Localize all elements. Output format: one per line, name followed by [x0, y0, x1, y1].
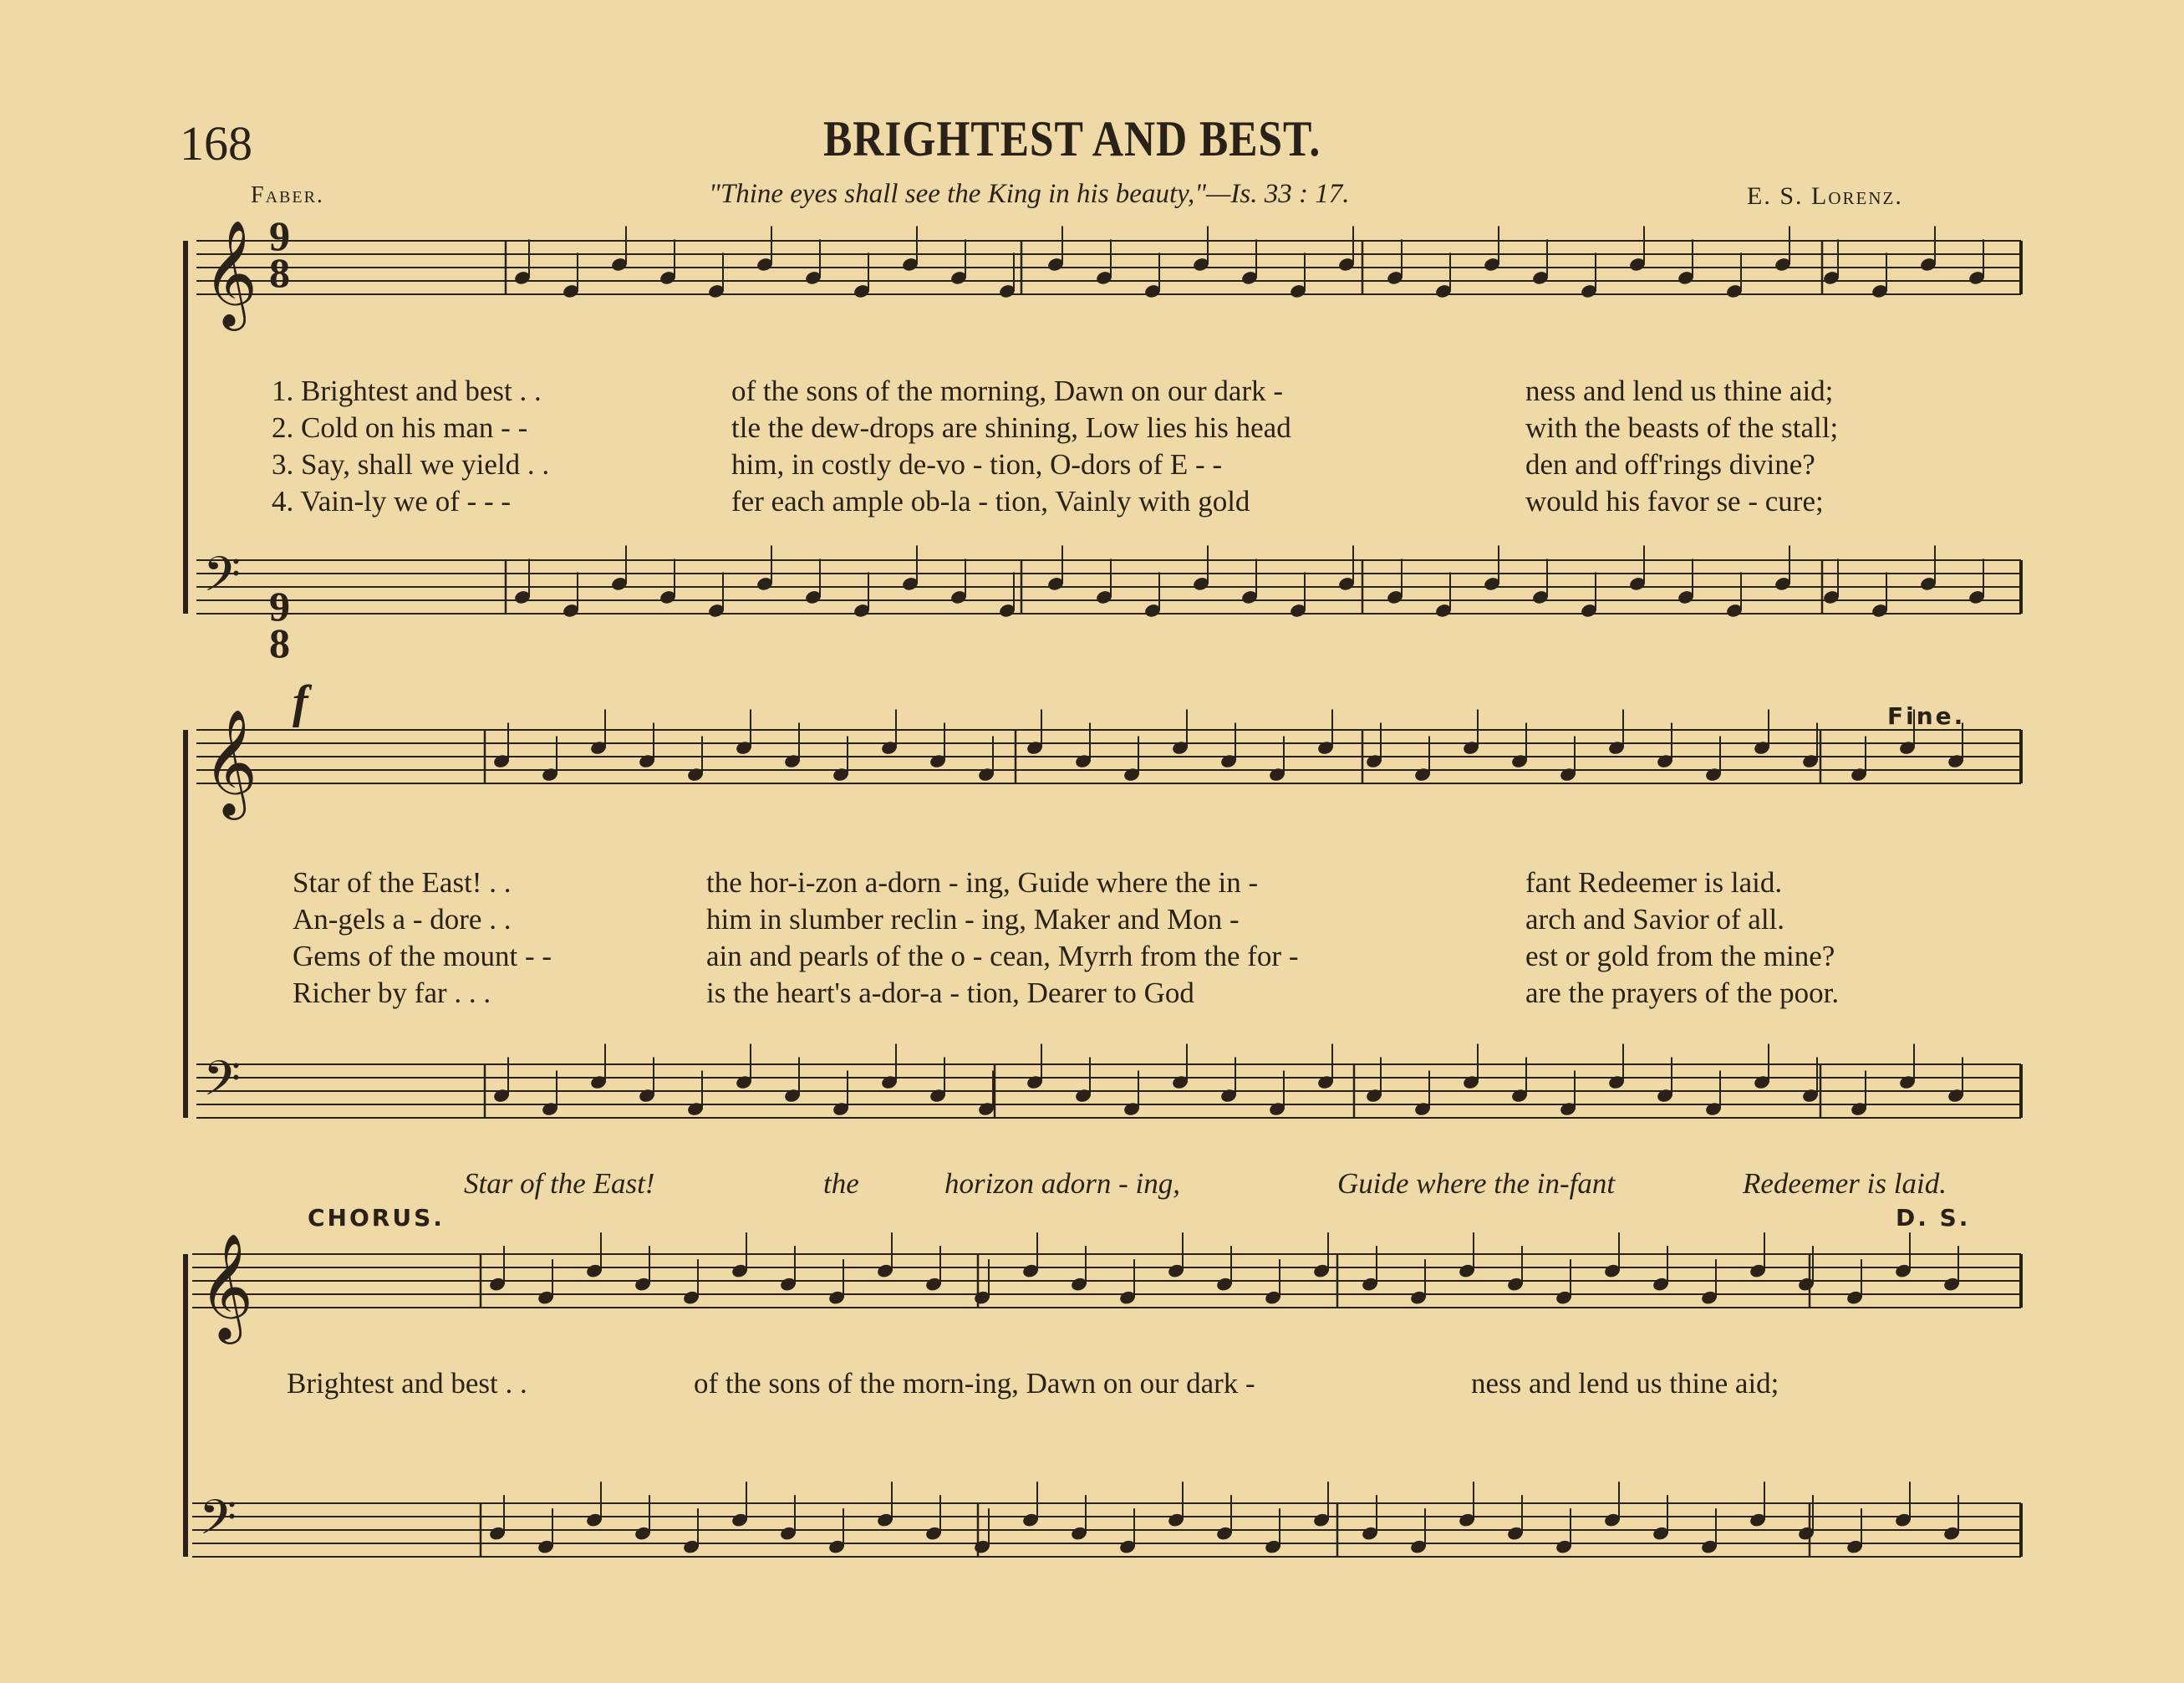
verse-line: would his favor se - cure;: [1525, 485, 1824, 518]
verse-line: is the heart's a-dor-a - tion, Dearer to God: [706, 977, 1194, 1009]
page-number: 168: [180, 116, 252, 171]
bass-lyric: Guide where the in-fant: [1337, 1167, 1616, 1200]
time-signature: [269, 212, 290, 296]
verse-line: 3. Say, shall we yield . .: [272, 448, 550, 481]
chorus-label: CHORUS.: [308, 1204, 445, 1232]
verse-line: 1. Brightest and best . .: [272, 375, 542, 407]
bass-time-sig-top: 9: [269, 583, 290, 630]
chorus-lyric: ness and lend us thine aid;: [1471, 1367, 1779, 1400]
verse-line: 2. Cold on his man - -: [272, 411, 528, 444]
treble-clef-icon: 𝄞: [203, 219, 258, 326]
verse-line: fant Redeemer is laid.: [1525, 866, 1783, 899]
bass-lyric: Star of the East!: [464, 1167, 655, 1200]
time-sig-top: 9: [269, 212, 290, 259]
verse-line: fer each ample ob-la - tion, Vainly with gold: [731, 485, 1250, 518]
bass-clef-icon: 𝄢: [203, 1050, 242, 1119]
verse-line: arch and Savior of all.: [1525, 903, 1785, 936]
verse-line: him, in costly de-vo - tion, O-dors of E - -: [731, 448, 1223, 481]
verse-line: An-gels a - dore . .: [293, 903, 512, 936]
author-credit: Faber.: [251, 182, 324, 208]
bass-lyric: the: [823, 1167, 859, 1200]
bass-clef-icon: 𝄢: [203, 546, 242, 615]
scripture-epigraph: "Thine eyes shall see the King in his beauty,"—Is. 33 : 17.: [709, 179, 1350, 209]
verse-line: with the beasts of the stall;: [1525, 411, 1839, 444]
bass-time-signature: [269, 583, 290, 666]
treble-clef-icon: 𝄞: [199, 1232, 254, 1339]
chorus-lyric: Brightest and best . .: [287, 1367, 527, 1400]
verse-line: est or gold from the mine?: [1525, 940, 1835, 972]
verse-line: of the sons of the morning, Dawn on our dark -: [731, 375, 1284, 407]
verse-line: den and off'rings divine?: [1525, 448, 1815, 481]
verse-line: are the prayers of the poor.: [1525, 977, 1840, 1009]
verse-line: the hor-i-zon a-dorn - ing, Guide where the in -: [706, 866, 1259, 899]
bass-clef-icon: 𝄢: [199, 1489, 237, 1558]
dal-segno-marking: D. S.: [1896, 1204, 1971, 1232]
fine-marking: Fine.: [1887, 702, 1966, 730]
bass-lyric: Redeemer is laid.: [1743, 1167, 1947, 1200]
hymn-title: BRIGHTEST AND BEST.: [823, 111, 1321, 166]
verse-line: Richer by far . . .: [293, 977, 491, 1009]
verse-line: tle the dew-drops are shining, Low lies his head: [731, 411, 1291, 444]
forte-marking: f: [293, 676, 308, 728]
verse-line: Star of the East! . .: [293, 866, 512, 899]
bass-lyric: horizon adorn - ing,: [944, 1167, 1180, 1200]
verse-line: him in slumber reclin - ing, Maker and Mon -: [706, 903, 1240, 936]
chorus-lyric: of the sons of the morn-ing, Dawn on our dark -: [694, 1367, 1255, 1400]
verse-line: ain and pearls of the o - cean, Myrrh from the for -: [706, 940, 1299, 972]
treble-clef-icon: 𝄞: [203, 708, 258, 815]
verse-line: ness and lend us thine aid;: [1525, 375, 1834, 407]
verse-line: 4. Vain-ly we of - - -: [272, 485, 512, 518]
verse-line: Gems of the mount - -: [293, 940, 552, 972]
composer-credit: E. S. Lorenz.: [1747, 182, 1903, 210]
time-sig-bottom: 8: [269, 249, 290, 296]
bass-time-sig-bottom: 8: [269, 620, 290, 666]
